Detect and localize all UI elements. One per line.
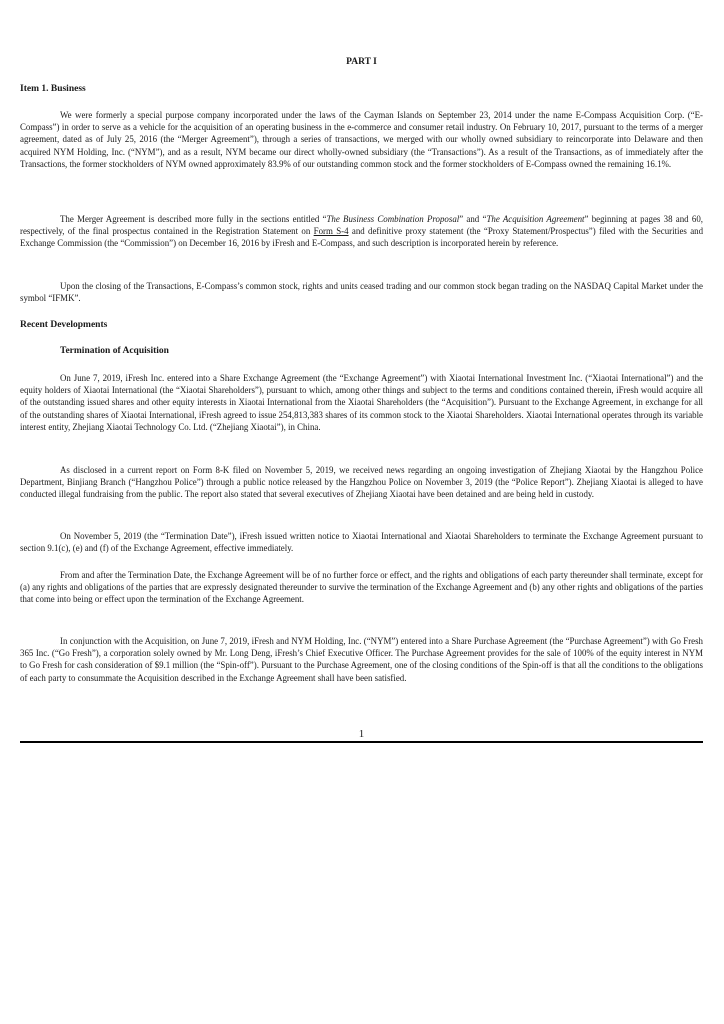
paragraph-termination-effect: From and after the Termination Date, the Exchange Agreement will be of no further force or effect, and the rights and obligations of each party thereunder shall terminate, except for (a) any rights and obligations of the parties that are expressly designated thereunder to survive the termination of the Exchange Agreement and (b) any other rights and obligations of the parties that come into being or effect upon the termination of the Exchange Agreement.: [20, 570, 703, 605]
item-heading: Item 1. Business: [20, 84, 86, 94]
recent-developments-heading: Recent Developments: [20, 320, 108, 330]
footer-divider: [20, 741, 703, 743]
form-s4-link[interactable]: Form S-4: [313, 226, 349, 237]
italic-acquisition-agreement: The Acquisition Agreement: [486, 214, 585, 224]
paragraph-termination-notice: On November 5, 2019 (the “Termination Date”), iFresh issued written notice to Xiaotai International and Xiaotai Shareholders to terminate the Exchange Agreement pursuant to section 9.1(c), (e) and (f) of the Exchange Agreement, effective immediately.: [20, 531, 703, 554]
paragraph-merger-agreement: The Merger Agreement is described more fully in the sections entitled “The Business Combination Proposal” and “The Acquisition Agreement” beginning at pages 38 and 60, respectively, of the final prospectus contained in the Registration Statement on Form S-4 and definitive proxy statement (the “Proxy Statement/Prospectus”) filed with the Securities and Exchange Commission (the “Commission”) on December 16, 2016 by iFresh and E-Compass, and such description is incorporated herein by reference.: [20, 214, 704, 249]
paragraph-history: We were formerly a special purpose company incorporated under the laws of the Cayman Islands on September 23, 2014 under the name E-Compass Acquisition Corp. (“E-Compass”) in order to serve as a vehicle for the acquisition of an operating business in the e-commerce and consumer retail industry. On February 10, 2017, pursuant to the terms of a merger agreement, dated as of July 25, 2016 (the “Merger Agreement”), through a series of transactions, we merged with our wholly owned subsidiary to reincorporate into Delaware and then acquired NYM Holding, Inc. (“NYM”), and as a result, NYM became our direct wholly-owned subsidiary (the “Transactions”). As a result of the Transactions, as of immediately after the Transactions, the former stockholders of NYM owned approximately 83.9% of our outstanding common stock and the former stockholders of E-Compass owned the remaining 16.1%.: [20, 110, 703, 169]
page-number: 1: [358, 728, 365, 740]
termination-heading: Termination of Acquisition: [60, 346, 169, 356]
italic-business-combination: The Business Combination Proposal: [326, 214, 460, 224]
paragraph-nasdaq-listing: Upon the closing of the Transactions, E-Compass’s common stock, rights and units ceased trading and our common stock began trading on the NASDAQ Capital Market under the symbol “IFMK”.: [20, 281, 703, 304]
part-title: PART I: [346, 57, 377, 67]
paragraph-exchange-agreement: On June 7, 2019, iFresh Inc. entered into a Share Exchange Agreement (the “Exchange Agreement”) with Xiaotai International Investment Inc. (“Xiaotai International”) and the equity holders of Xiaotai International (the “Xiaotai Shareholders”), pursuant to which, among other things and subject to the terms and conditions contained therein, iFresh would acquire all of the outstanding issued shares and other equity interests in Xiaotai International from the Xiaotai Shareholders (the “Acquisition”). Pursuant to the Exchange Agreement, in exchange for all of the outstanding shares of Xiaotai International, iFresh agreed to issue 254,813,383 shares of its common stock to the Xiaotai Shareholders. Xiaotai International operates through its variable interest entity, Zhejiang Xiaotai Technology Co. Ltd. (“Zhejiang Xiaotai”), in China.: [20, 373, 703, 432]
paragraph-purchase-agreement: In conjunction with the Acquisition, on June 7, 2019, iFresh and NYM Holding, Inc. (“NYM”) entered into a Share Purchase Agreement (the “Purchase Agreement”) with Go Fresh 365 Inc. (“Go Fresh”), a corporation solely owned by Mr. Long Deng, iFresh’s Chief Executive Officer. The Purchase Agreement provides for the sale of 100% of the equity interest in NYM to Go Fresh for cash consideration of $9.1 million (the “Spin-off”). Pursuant to the Purchase Agreement, one of the closing conditions of the Spin-off is that all the conditions to the obligations of each party to consummate the Acquisition described in the Exchange Agreement shall have been satisfied.: [20, 636, 703, 683]
paragraph-police-report: As disclosed in a current report on Form 8-K filed on November 5, 2019, we received news regarding an ongoing investigation of Zhejiang Xiaotai by the Hangzhou Police Department, Binjiang Branch (“Hangzhou Police”) through a public notice released by the Hangzhou Police on November 3, 2019 (the “Police Report”). Zhejiang Xiaotai is alleged to have conducted illegal fundraising from the public. The report also stated that several executives of Zhejiang Xiaotai have been detained and are being held in custody.: [20, 465, 703, 500]
